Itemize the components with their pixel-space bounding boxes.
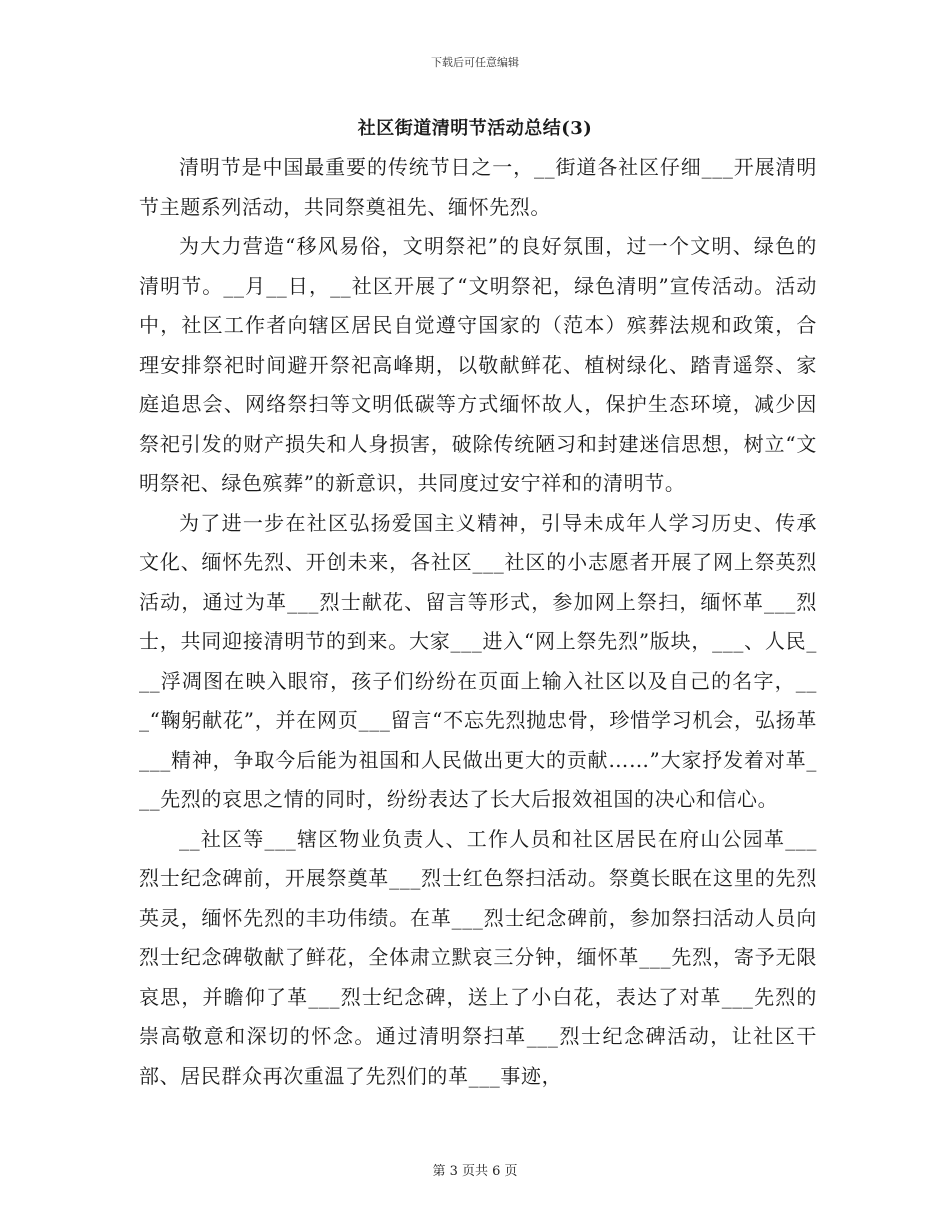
paragraph: 为大力营造“移风易俗，文明祭祀”的良好氛围，过一个文明、绿色的清明节。__月__日，__社区开展了“文明祭祀，绿色清明”宣传活动。活动中，社区工作者向辖区居民自觉遵守国家的（范本）殡葬法规和政策，合理安排祭祀时间避开祭祀高峰期，以敬献鲜花、植树绿化、踏青遥祭、家庭追思会、网络祭扫等文明低碳等方式缅怀故人，保护生态环境，减少因祭祀引发的财产损失和人身损害，破除传统陋习和封建迷信思想，树立“文明祭祀、绿色殡葬”的新意识，共同度过安宁祥和的清明节。 bbox=[139, 234, 817, 495]
paragraph: __社区等___辖区物业负责人、工作人员和社区居民在府山公园革___烈士纪念碑前，开展祭奠革___烈士红色祭扫活动。祭奠长眠在这里的先烈英灵，缅怀先烈的丰功伟绩。在革___烈士纪念碑前，参加祭扫活动人员向烈士纪念碑敬献了鲜花，全体肃立默哀三分钟，缅怀革___先烈，寄予无限哀思，并瞻仰了革___烈士纪念碑，送上了小白花，表达了对革___先烈的崇高敬意和深切的怀念。通过清明祭扫革___烈士纪念碑活动，让社区干部、居民群众再次重温了先烈们的革___事迹， bbox=[139, 826, 817, 1088]
document-title: 社区街道清明节活动总结(3) bbox=[357, 118, 593, 139]
document-body bbox=[139, 148, 817, 1096]
paragraph: 为了进一步在社区弘扬爱国主义精神，引导未成年人学习历史、传承文化、缅怀先烈、开创未来，各社区___社区的小志愿者开展了网上祭英烈活动，通过为革___烈士献花、留言等形式，参加网上祭扫，缅怀革___烈士，共同迎接清明节的到来。大家___进入“网上祭先烈”版块，___、人民___浮凋图在映入眼帘，孩子们纷纷在页面上输入社区以及自己的名字，___“鞠躬献花”，并在网页___留言“不忘先烈抛忠骨，珍惜学习机会，弘扬革___精神，争取今后能为祖国和人民做出更大的贡献……”大家抒发着对革___先烈的哀思之情的同时，纷纷表达了长大后报效祖国的决心和信心。 bbox=[139, 510, 817, 811]
paragraph: 清明节是中国最重要的传统节日之一，__街道各社区仔细___开展清明节主题系列活动，共同祭奠祖先、缅怀先烈。 bbox=[139, 155, 817, 219]
header-note: 下载后可任意编辑 bbox=[431, 56, 519, 69]
page-footer: 第 3 页共 6 页 bbox=[432, 1164, 518, 1179]
